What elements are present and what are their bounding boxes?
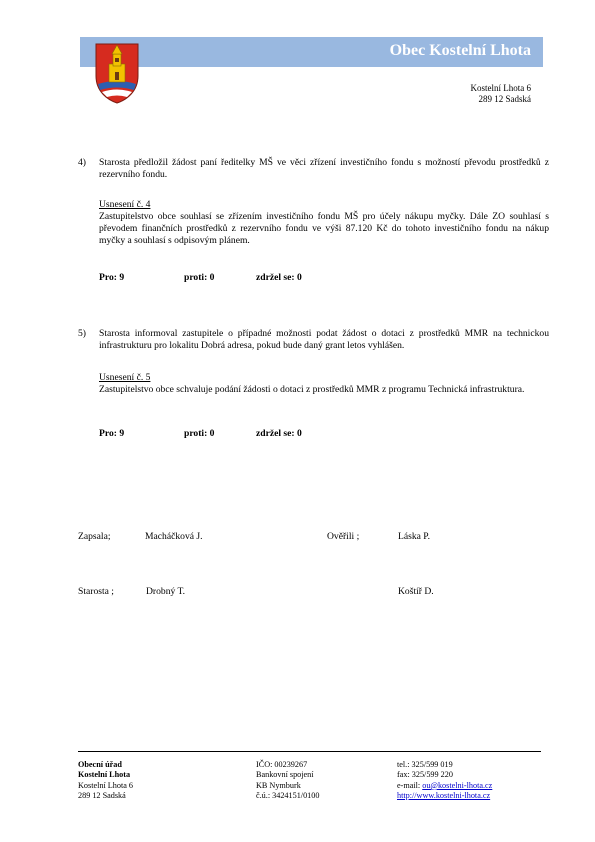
item-number: 4) bbox=[78, 157, 86, 168]
address-line: Kostelní Lhota 6 bbox=[470, 83, 531, 93]
website-link[interactable]: http://www.kostelni-lhota.cz bbox=[397, 791, 491, 801]
footer-bank-line: Bankovní spojení bbox=[256, 770, 314, 780]
footer-office-line: Kostelní Lhota 6 bbox=[78, 780, 134, 790]
vote-proti: proti: 0 bbox=[184, 272, 215, 283]
resolution-text: Zastupitelstvo obce schvaluje podání žádosti o dotaci z prostředků MMR z programu Technická infrastruktura. bbox=[99, 384, 525, 395]
footer-contact bbox=[397, 760, 492, 802]
starosta-label: Starosta ; bbox=[78, 586, 114, 597]
footer-email-label: e-mail: bbox=[397, 780, 423, 790]
zapsala-name: Macháčková J. bbox=[145, 531, 203, 542]
footer-bank-line: IČO: 00239267 bbox=[256, 760, 308, 769]
footer-office-line: Obecní úřad bbox=[78, 760, 122, 769]
municipality-title: Obec Kostelní Lhota bbox=[389, 42, 531, 59]
vote-zdrzel: zdržel se: 0 bbox=[256, 272, 302, 283]
overili-name: Láska P. bbox=[398, 531, 430, 542]
footer-office-line: 289 12 Sadská bbox=[78, 791, 126, 801]
vote-proti: proti: 0 bbox=[184, 428, 215, 439]
footer-phone: tel.: 325/599 019 bbox=[397, 760, 453, 769]
coat-of-arms-icon bbox=[94, 42, 140, 104]
footer-office bbox=[78, 760, 133, 802]
footer-divider bbox=[78, 751, 541, 752]
footer-bank bbox=[256, 760, 319, 802]
address-block bbox=[471, 83, 532, 105]
vote-zdrzel: zdržel se: 0 bbox=[256, 428, 302, 439]
resolution-title: Usnesení č. 5 bbox=[99, 372, 151, 383]
resolution-text: Zastupitelstvo obce souhlasí se zřízením investičního fondu MŠ pro účely nákupu myčky. Dále ZO souhlasí s převodem finančních prostředků z rezervního fondu ve výši 87.120 Kč do tohoto investičního fondu na nákup myčky a souhlasí s odpisovým plánem. bbox=[99, 211, 549, 247]
vote-pro: Pro: 9 bbox=[99, 428, 125, 439]
footer-email-row bbox=[397, 781, 492, 791]
footer-fax: fax: 325/599 220 bbox=[397, 770, 453, 780]
vote-pro: Pro: 9 bbox=[99, 272, 125, 283]
zapsala-label: Zapsala; bbox=[78, 531, 111, 542]
email-link[interactable]: ou@kostelni-lhota.cz bbox=[422, 780, 493, 790]
second-signature-name: Koštíř D. bbox=[398, 586, 434, 597]
item-text: Starosta předložil žádost paní ředitelky MŠ ve věci zřízení investičního fondu s možností převodu prostředků z rezervního fondu. bbox=[99, 157, 549, 181]
header-band bbox=[80, 37, 543, 67]
item-text: Starosta informoval zastupitele o případné možnosti podat žádost o dotaci z prostředků MMR na technickou infrastrukturu pro lokalitu Dobrá adresa, pokud bude daný grant letos vyhlášen. bbox=[99, 328, 549, 352]
resolution-title: Usnesení č. 4 bbox=[99, 199, 151, 210]
starosta-name: Drobný T. bbox=[146, 586, 186, 597]
item-number: 5) bbox=[78, 328, 86, 339]
footer-bank-line: KB Nymburk bbox=[256, 780, 301, 790]
footer-office-line: Kostelní Lhota bbox=[78, 770, 131, 780]
address-line: 289 12 Sadská bbox=[478, 94, 531, 104]
footer-bank-line: č.ú.: 3424151/0100 bbox=[256, 791, 320, 801]
overili-label: Ověřili ; bbox=[327, 531, 360, 542]
